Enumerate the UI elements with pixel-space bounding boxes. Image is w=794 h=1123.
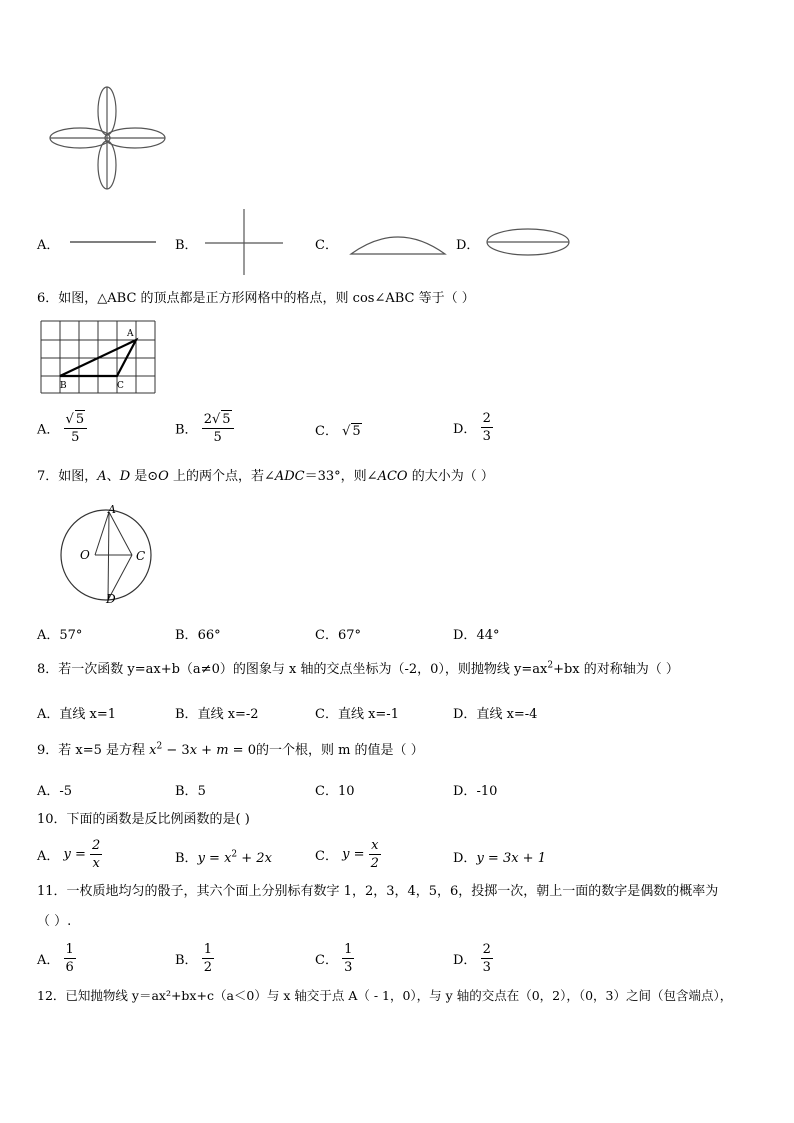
q6-option-b-label: B． bbox=[175, 422, 198, 438]
q6-option-d bbox=[453, 410, 493, 445]
q6-stem: 6．如图，△ABC 的顶点都是正方形网格中的格点，则 cos∠ABC 等于（ ） bbox=[37, 291, 475, 306]
q6-option-a-label: A． bbox=[37, 422, 60, 438]
q7-point-c-label: C bbox=[136, 549, 146, 563]
q6-option-b bbox=[175, 410, 234, 446]
q5-option-a-figure bbox=[70, 236, 160, 248]
q7-option-d: D．44° bbox=[453, 628, 500, 643]
q7-point-d-label: D bbox=[106, 592, 116, 606]
q8-option-c: C．直线 x=-1 bbox=[315, 707, 399, 722]
q10-option-a: A． y = $\frac{2}{x}$ bbox=[37, 838, 101, 871]
q7-stem: 7．如图，A、D 是⊙O 上的两个点，若∠ADC＝33°，则∠ACO 的大小为（ ） bbox=[37, 469, 494, 484]
q5-main-figure bbox=[45, 85, 170, 195]
q6-option-a-denominator: 5 bbox=[71, 430, 80, 445]
q7-circle-figure bbox=[45, 500, 160, 610]
q5-option-b-label: B． bbox=[175, 238, 198, 253]
q5-option-d-figure bbox=[484, 226, 574, 258]
q9-stem: 9．若 x=5 是方程 $x^2 - 3x + m = 0$的一个根，则 m 的值是（ ） bbox=[37, 741, 424, 758]
q10-stem: 10．下面的函数是反比例函数的是( ) bbox=[37, 812, 250, 827]
q8-option-a: A．直线 x=1 bbox=[37, 707, 117, 722]
q6-option-c-label: C． bbox=[315, 424, 338, 439]
q10-option-d: D．y = 3x + 1 bbox=[453, 851, 546, 866]
q5-option-c-label: C． bbox=[315, 238, 338, 253]
q7-point-a-label: A bbox=[108, 503, 116, 516]
q6-option-a-radicand: 5 bbox=[75, 412, 85, 427]
q6-option-a-fraction: $\frac{√ 5}{5}$ bbox=[64, 410, 88, 446]
q6-grid-figure bbox=[40, 318, 158, 398]
q6-option-c: C． √ 5 bbox=[315, 424, 361, 439]
q7-point-o-label: O bbox=[80, 548, 90, 562]
q8-option-b: B．直线 x=-2 bbox=[175, 707, 259, 722]
q8-option-d: D．直线 x=-4 bbox=[453, 707, 538, 722]
q11-stem-line1: 11．一枚质地均匀的骰子，其六个面上分别标有数字 1，2，3，4，5，6，投掷一次，朝上一面的数字是偶数的概率为 bbox=[37, 884, 719, 899]
q9-option-d: D．-10 bbox=[453, 784, 498, 799]
q5-option-b-figure bbox=[205, 207, 285, 277]
q5-option-a-label: A． bbox=[37, 238, 60, 253]
q9-option-b: B．5 bbox=[175, 784, 206, 799]
q5-option-d-label: D． bbox=[456, 238, 480, 253]
q11-option-b: B． $\frac{1}{2}$ bbox=[175, 942, 212, 975]
q6-option-b-denominator: 5 bbox=[213, 430, 222, 445]
q11-stem-line2: （ ）. bbox=[37, 914, 72, 929]
q11-option-a: A． $\frac{1}{6}$ bbox=[37, 942, 74, 975]
q6-point-c-label: C bbox=[117, 381, 124, 391]
q5-option-c-figure bbox=[348, 228, 448, 258]
q6-option-d-fraction bbox=[481, 410, 493, 445]
q8-stem: 8．若一次函数 y=ax+b（a≠0）的图象与 x 轴的交点坐标为（-2，0），则抛物线 $y=ax^2+bx$ 的对称轴为（ ） bbox=[37, 660, 679, 677]
q9-option-a: A．-5 bbox=[37, 784, 73, 799]
q12-stem: 12．已知抛物线 y＝ax²+bx+c（a＜0）与 x 轴交于点 A（ - 1，0），与 y 轴的交点在（0，2），（0，3）之间（包含端点）， bbox=[37, 988, 733, 1003]
q6-option-b-coefficient: 2 bbox=[203, 412, 212, 427]
q6-option-d-denominator: 3 bbox=[482, 429, 491, 444]
q6-option-d-numerator: 2 bbox=[482, 411, 491, 426]
q10-option-c: C． y = $\frac{x}{2}$ bbox=[315, 838, 379, 871]
q6-option-a bbox=[37, 410, 87, 446]
q6-option-d-label: D． bbox=[453, 422, 477, 437]
q10-option-b: B．$y = x^2 + 2x$ bbox=[175, 849, 272, 866]
q6-point-b-label: B bbox=[60, 381, 67, 391]
q11-option-c: C． $\frac{1}{3}$ bbox=[315, 942, 353, 975]
q9-option-c: C．10 bbox=[315, 784, 355, 799]
q6-option-c-radicand: 5 bbox=[352, 424, 361, 439]
q6-point-a-label: A bbox=[127, 329, 134, 339]
q7-option-c: C．67° bbox=[315, 628, 361, 643]
q11-option-d: D． $\frac{2}{3}$ bbox=[453, 942, 491, 975]
q7-option-b: B．66° bbox=[175, 628, 221, 643]
q6-option-b-radicand: 5 bbox=[222, 412, 231, 427]
q6-option-b-fraction: $\frac{2√ 5}{5}$ bbox=[202, 410, 234, 446]
q7-option-a: A．57° bbox=[37, 628, 83, 643]
